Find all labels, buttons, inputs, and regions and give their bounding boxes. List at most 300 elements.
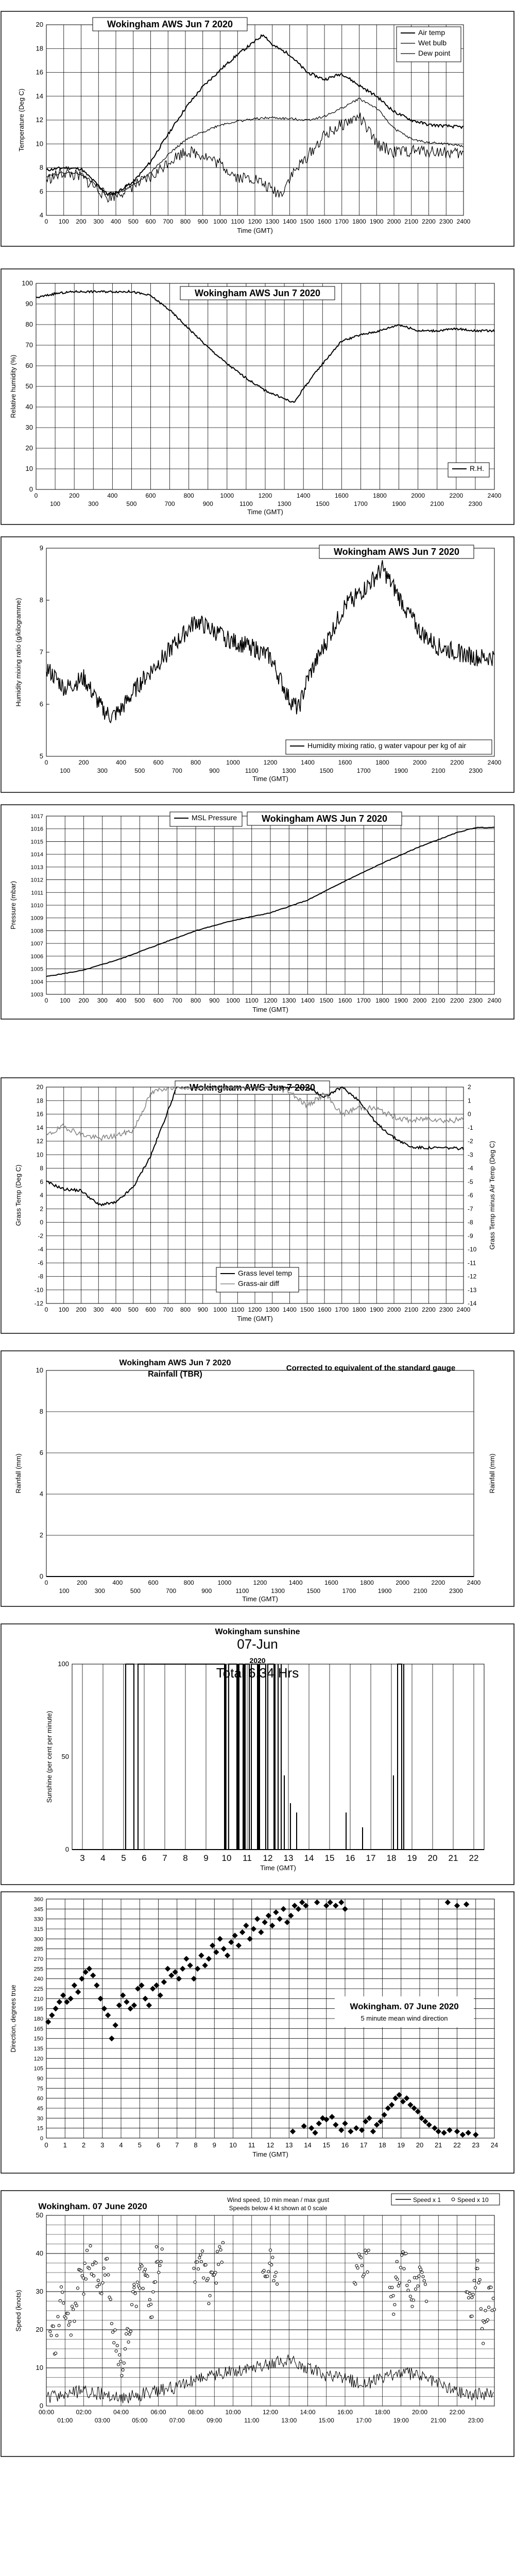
y-tick-label: 100 [22,279,33,287]
gust-point [271,2256,274,2259]
x-tick-label: 15 [322,2141,330,2149]
y-tick-label: 60 [25,362,33,369]
gust-point [418,2275,420,2277]
gust-point [354,2283,357,2285]
x-tick-label: 900 [201,1587,212,1595]
x-tick-label: 1900 [394,767,408,774]
x-tick-label: 200 [76,218,87,225]
y-tick-label: 70 [25,341,33,349]
x-tick-label: 3 [80,1853,85,1863]
y2-tick-label: 0 [468,1110,471,1118]
gust-point [472,2293,474,2296]
y-tick-label: 10 [36,140,43,148]
x-tick-label: 2000 [411,492,425,499]
y-tick-label: 135 [33,2046,43,2052]
x-tick-label: 2100 [404,218,419,225]
gust-point [118,2353,121,2356]
x-tick-label: 500 [128,218,139,225]
chart-frame [1,1351,514,1606]
legend-label: Dew point [418,49,451,57]
gust-point [471,2296,473,2299]
y-tick-label: 100 [58,1660,69,1668]
x-tick-label: 1000 [217,1579,232,1586]
wind-speed-chart [0,2190,515,2458]
gust-point [136,2281,139,2283]
x-tick-label: 22:00 [449,2409,465,2416]
gust-point [72,2308,75,2311]
x-tick-label: 07:00 [169,2417,185,2424]
y-axis-label: Rainfall (mm) [14,1453,22,1494]
y2-tick-label: -2 [468,1138,473,1145]
x-tick-label: 1000 [226,997,240,1004]
y-tick-label: 195 [33,2006,43,2012]
x-tick-label: 23 [472,2141,479,2149]
y-tick-label: 345 [33,1906,43,1913]
gust-point [198,2257,201,2259]
y-tick-label: 6 [39,700,43,708]
gust-point [492,2297,494,2300]
x-tick-label: 12 [266,2141,274,2149]
gust-point [204,2264,207,2266]
gust-point [159,2264,161,2267]
gust-point [114,2329,116,2331]
x-tick-label: 800 [183,1579,194,1586]
x-tick-label: 300 [88,500,99,507]
y-tick-label: 8 [39,163,43,172]
y-axis-label: Humidity mixing ratio (g/kilogramme) [14,598,22,707]
gust-point [221,2241,224,2244]
x-tick-label: 18 [379,2141,386,2149]
x-tick-label: 1100 [231,218,245,225]
x-tick-label: 14 [304,2141,312,2149]
gust-point [266,2275,269,2278]
x-tick-label: 2000 [387,1306,401,1313]
x-tick-label: 1900 [377,1587,392,1595]
x-tick-label: 2100 [413,1587,427,1595]
x-tick-label: 0 [44,218,48,225]
x-tick-label: 2000 [387,218,401,225]
y-tick-label: 0 [40,1218,43,1226]
x-tick-label: 06:00 [150,2409,166,2416]
gust-point [85,2249,88,2252]
gust-point [156,2260,159,2263]
x-tick-label: 4 [100,1853,106,1863]
y-tick-label: 16 [36,68,43,76]
x-tick-label: 1200 [253,1579,267,1586]
x-tick-label: 1000 [220,492,234,499]
gust-point [467,2296,470,2299]
x-tick-label: 1400 [301,997,315,1004]
y-tick-label: -8 [38,1273,43,1280]
gust-point [471,2315,473,2317]
x-tick-label: 200 [77,1579,88,1586]
y-tick-label: 1010 [30,903,43,909]
gust-point [391,2286,393,2289]
pressure-chart-panel [0,804,515,1020]
y-tick-label: 1008 [30,928,43,935]
x-tick-label: 2400 [467,1579,481,1586]
y-tick-label: 7 [39,648,43,656]
y-tick-label: 105 [33,2065,43,2072]
gust-point [393,2303,396,2306]
x-tick-label: 1500 [300,218,314,225]
x-tick-label: 200 [78,997,89,1004]
sunshine-chart [0,1623,515,1886]
x-tick-label: 500 [130,1587,141,1595]
gust-point [82,2293,85,2295]
gust-point [406,2284,408,2286]
y-tick-label: 1005 [30,966,43,973]
x-tick-label: 21 [448,1853,458,1863]
gust-point [482,2342,485,2345]
x-tick-label: 1800 [375,759,389,766]
gust-point [89,2245,92,2247]
gust-point [98,2283,100,2286]
y-tick-label: 1014 [30,852,43,858]
x-tick-label: 400 [112,1579,123,1586]
gust-point [392,2313,395,2315]
x-tick-label: 10:00 [225,2409,241,2416]
x-tick-label: 11 [248,2141,255,2149]
chart-title: Wokingham AWS Jun 7 2020 [333,547,460,557]
gust-point [56,2334,58,2337]
chart-frame [1,805,514,1019]
x-tick-label: 900 [197,1306,208,1313]
y-tick-label: 50 [25,382,33,390]
gust-point [197,2267,199,2270]
y2-tick-label: -4 [468,1164,473,1172]
x-tick-label: 1600 [338,997,352,1004]
x-tick-label: 2400 [456,1306,471,1313]
x-tick-label: 600 [145,1306,156,1313]
x-tick-label: 08:00 [187,2409,204,2416]
gust-point [106,2257,109,2260]
y-tick-label: 0 [40,2136,43,2142]
gust-point [83,2262,86,2264]
x-tick-label: 1500 [319,997,334,1004]
gust-point [57,2315,59,2318]
gust-point [139,2267,141,2270]
y-axis-label: Relative humidity (%) [9,354,17,418]
gust-point [405,2252,407,2255]
x-tick-label: 1900 [392,500,406,507]
x-tick-label: 19:00 [393,2417,409,2424]
y2-axis-label: Grass Temp minus Air Temp (Deg C) [488,1141,496,1250]
y-tick-label: -10 [34,1286,43,1294]
gust-point [134,2292,136,2295]
y-tick-label: 1011 [31,890,43,896]
y-tick-label: 40 [36,2249,43,2257]
y-axis-label: Sunshine (per cent per minute) [45,1710,53,1803]
gust-point [152,2291,154,2293]
x-tick-label: 1800 [360,1579,374,1586]
gust-point [84,2278,87,2280]
chart-title: Wokingham. 07 June 2020 [38,2201,147,2211]
y2-tick-label: -13 [468,1286,477,1294]
y-tick-label: 0 [65,1845,69,1853]
gust-point [366,2270,369,2273]
y-tick-label: 16 [36,1110,43,1118]
x-tick-label: 900 [197,218,208,225]
x-tick-label: 2300 [468,500,483,507]
y-tick-label: 8 [39,596,43,604]
temperature-chart [0,10,515,247]
y-tick-label: 4 [39,211,43,219]
legend-label: Grass level temp [238,1269,293,1277]
x-tick-label: 1600 [334,492,349,499]
x-tick-label: 1100 [239,500,253,507]
x-tick-label: 13 [285,2141,293,2149]
legend-swatch [452,2198,455,2201]
y-tick-label: 18 [36,1097,43,1105]
gust-point [398,2282,401,2284]
x-tick-label: 1300 [277,500,291,507]
x-tick-label: 1300 [265,218,280,225]
gust-point [474,2286,476,2289]
gust-point [199,2253,202,2256]
gust-point [412,2299,415,2301]
y-tick-label: 225 [33,1986,43,1992]
y-tick-label: 1004 [30,979,43,986]
x-tick-label: 13:00 [281,2417,297,2424]
gust-point [396,2260,398,2263]
x-tick-label: 02:00 [76,2409,92,2416]
y2-tick-label: 2 [468,1083,471,1091]
x-tick-label: 7 [175,2141,179,2149]
y2-tick-label: -3 [468,1151,473,1159]
x-tick-label: 1700 [335,218,349,225]
y-tick-label: 12 [36,1138,43,1145]
gust-point [161,2248,163,2250]
gust-point [116,2344,118,2347]
gust-point [107,2274,110,2276]
gust-point [478,2278,481,2281]
x-tick-label: 1700 [356,767,371,774]
x-tick-label: 700 [163,218,174,225]
legend-label: MSL Pressure [192,814,237,822]
x-tick-label: 1500 [306,1587,321,1595]
y-tick-label: 240 [33,1976,43,1982]
x-axis-label: Time (GMT) [252,2150,288,2158]
x-tick-label: 800 [180,218,191,225]
gust-point [490,2286,492,2289]
gust-point [486,2318,489,2321]
y-tick-label: 50 [36,2211,43,2219]
y2-tick-label: -11 [468,1259,476,1267]
x-tick-label: 19 [397,2141,405,2149]
y2-tick-label: -10 [468,1246,477,1253]
y-tick-label: 45 [37,2106,43,2112]
x-tick-label: 04:00 [113,2409,129,2416]
y-axis-label: Grass Temp (Deg C) [14,1164,22,1226]
gust-point [407,2289,409,2292]
x-tick-label: 1700 [356,997,371,1004]
x-tick-label: 17 [360,2141,368,2149]
chart-title: Wokingham AWS Jun 7 2020 [189,1082,316,1093]
gust-point [414,2288,417,2291]
gust-point [91,2263,94,2266]
gust-point [274,2271,277,2274]
x-tick-label: 1500 [315,500,330,507]
y-tick-label: 30 [36,2287,43,2295]
gust-point [484,2309,487,2312]
x-axis-label: Time (GMT) [242,1595,278,1603]
gust-point [95,2262,97,2264]
y-axis-label: Pressure (mbar) [9,881,17,929]
x-tick-label: 400 [110,1306,122,1313]
legend-label: Grass-air diff [238,1279,279,1287]
gust-point [488,2306,490,2309]
gust-point [55,2352,57,2354]
x-tick-label: 2200 [422,1306,436,1313]
x-tick-label: 0 [44,1306,48,1313]
chart-title: Wokingham AWS Jun 7 2020 [119,1359,231,1367]
y-tick-label: 8 [39,1408,43,1415]
gust-point [59,2299,61,2302]
y-tick-label: 5 [39,752,43,760]
y-tick-label: 14 [36,92,43,100]
rainfall-chart [0,1350,515,1607]
gust-point [92,2275,95,2277]
wind-direction-chart [0,1891,515,2174]
gust-point [424,2283,426,2285]
gust-point [364,2249,367,2251]
gust-point [135,2305,138,2308]
gust-point [75,2304,78,2307]
x-tick-label: 23:00 [468,2417,484,2424]
chart-year: 2020 [249,1656,266,1665]
gust-point [100,2292,103,2295]
gust-point [117,2363,119,2366]
x-tick-label: 300 [93,218,104,225]
y-tick-label: 270 [33,1956,43,1962]
x-tick-label: 1400 [288,1579,303,1586]
x-tick-label: 600 [145,218,156,225]
x-tick-label: 700 [163,1306,174,1313]
gust-point [218,2245,221,2248]
y-tick-label: 10 [25,465,33,472]
y-tick-label: 12 [36,116,43,124]
y2-tick-label: -7 [468,1205,473,1213]
y-axis-label: Direction, degrees true [9,1985,17,2053]
chart-title: Wokingham. 07 June 2020 [350,2002,459,2011]
x-tick-label: 100 [60,767,71,774]
x-tick-label: 1300 [282,997,296,1004]
gust-point [392,2294,394,2297]
x-tick-label: 1900 [369,218,384,225]
gust-point [122,2368,124,2371]
x-tick-label: 1000 [226,759,240,766]
y-tick-label: 10 [36,1151,43,1159]
y-tick-label: 20 [25,444,33,452]
y-tick-label: 285 [33,1946,43,1953]
x-tick-label: 100 [59,1587,70,1595]
y-tick-label: 1016 [30,826,43,833]
gust-point [155,2245,158,2248]
x-tick-label: 2000 [413,759,427,766]
x-tick-label: 800 [190,997,201,1004]
x-tick-label: 20:00 [411,2409,428,2416]
y-tick-label: 0 [39,2402,43,2410]
gust-point [208,2302,210,2305]
gust-point [158,2271,160,2274]
y-tick-label: 50 [61,1753,69,1760]
gust-point [71,2305,73,2308]
x-tick-label: 7 [162,1853,167,1863]
y-tick-label: 120 [33,2056,43,2062]
y2-tick-label: -12 [468,1273,477,1280]
gust-point [148,2298,151,2301]
x-tick-label: 500 [128,1306,139,1313]
gust-point [479,2308,482,2310]
gust-point [154,2281,157,2283]
y-tick-label: 20 [36,21,43,28]
x-tick-label: 200 [69,492,80,499]
chart-title: Wokingham AWS Jun 7 2020 [261,814,388,824]
gust-point [111,2331,114,2333]
chart-title: Wokingham AWS Jun 7 2020 [194,288,321,298]
chart-date: 07-Jun [237,1636,278,1652]
x-tick-label: 2000 [396,1579,410,1586]
x-tick-label: 500 [134,767,145,774]
x-tick-label: 2100 [404,1306,419,1313]
y-tick-label: 330 [33,1916,43,1923]
gust-point [422,2275,424,2278]
x-tick-label: 15:00 [318,2417,334,2424]
x-tick-label: 1100 [235,1587,249,1595]
y2-tick-label: -1 [468,1124,473,1131]
x-tick-label: 1400 [296,492,311,499]
x-tick-label: 1000 [213,218,227,225]
gust-point [49,2330,52,2333]
x-tick-label: 13 [283,1853,294,1863]
x-tick-label: 10 [221,1853,232,1863]
x-tick-label: 22 [469,1853,479,1863]
gust-point [270,2263,273,2266]
chart-annotation: Corrected to equivalent of the standard gauge [286,1364,456,1372]
x-tick-label: 10 [229,2141,237,2149]
gust-point [119,2360,122,2363]
gust-point [144,2268,147,2270]
gust-point [128,2333,131,2335]
y-tick-label: 30 [25,423,33,431]
x-tick-label: 2400 [456,218,471,225]
gust-point [201,2250,203,2252]
y-tick-label: 0 [39,1572,43,1580]
x-tick-label: 21 [435,2141,442,2149]
x-tick-label: 200 [78,759,89,766]
gust-point [360,2264,363,2267]
x-tick-label: 100 [60,997,71,1004]
wind-speed-chart-panel [0,2190,515,2458]
x-tick-label: 1500 [319,767,334,774]
gust-point [115,2350,117,2352]
x-tick-label: 900 [209,997,220,1004]
y-tick-label: 2 [40,1205,43,1213]
x-tick-label: 4 [119,2141,123,2149]
gust-point [480,2327,483,2330]
x-tick-label: 2400 [487,492,502,499]
gust-point [356,2267,359,2269]
y-tick-label: 1007 [30,941,43,947]
gust-point [420,2268,422,2270]
gust-point [202,2277,205,2279]
gust-point [411,2305,414,2308]
gust-point [396,2278,399,2280]
x-tick-label: 12 [263,1853,273,1863]
gust-point [220,2261,223,2263]
y-tick-label: 90 [37,2076,43,2082]
